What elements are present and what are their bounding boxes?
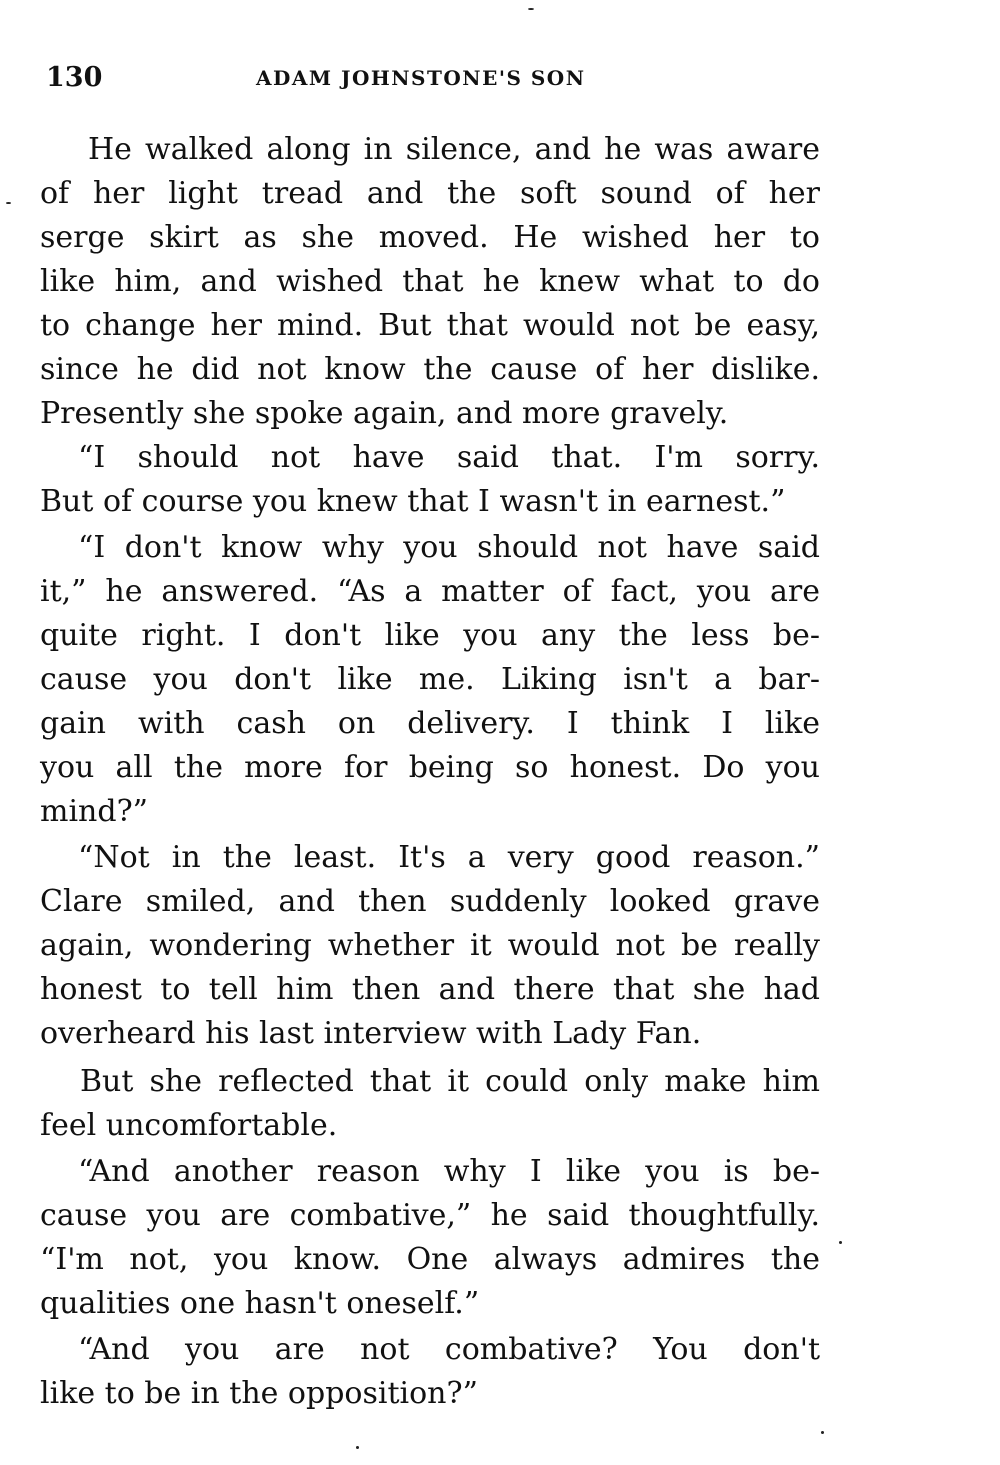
text-line: quite right. I don't like you any the less be- [40, 618, 820, 653]
text-line: “Not in the least. It's a very good reason.” [78, 840, 820, 875]
text-line: like him, and wished that he knew what to do [40, 264, 820, 299]
text-line: “And you are not combative? You don't [78, 1332, 820, 1367]
text-line: Clare smiled, and then suddenly looked grave [40, 884, 820, 919]
text-line: But of course you knew that I wasn't in earnest.” [40, 484, 786, 519]
text-line: since he did not know the cause of her dislike. [40, 352, 820, 387]
text-line: overheard his last interview with Lady Fan. [40, 1016, 702, 1051]
text-line: like to be in the opposition?” [40, 1376, 478, 1411]
text-line: of her light tread and the soft sound of her [40, 176, 820, 211]
scan-speck [821, 1431, 824, 1434]
text-line: mind?” [40, 794, 148, 829]
text-line: He walked along in silence, and he was aware [88, 132, 820, 167]
scan-speck [356, 1446, 359, 1449]
text-line: honest to tell him then and there that she had [40, 972, 820, 1007]
text-line: “And another reason why I like you is be- [78, 1154, 820, 1189]
text-line: cause you don't like me. Liking isn't a bar- [40, 662, 820, 697]
text-line: serge skirt as she moved. He wished her to [40, 220, 820, 255]
text-line: But she reflected that it could only make him [80, 1064, 820, 1099]
text-line: it,” he answered. “As a matter of fact, you are [40, 574, 820, 609]
text-line: you all the more for being so honest. Do you [40, 750, 820, 785]
text-line: “I should not have said that. I'm sorry. [78, 440, 820, 475]
page-number: 130 [46, 62, 103, 93]
text-line: “I don't know why you should not have said [78, 530, 820, 565]
scan-speck [6, 202, 11, 204]
text-line: Presently she spoke again, and more gravely. [40, 396, 729, 431]
text-line: “I'm not, you know. One always admires the [40, 1242, 820, 1277]
text-line: feel uncomfortable. [40, 1108, 338, 1143]
text-line: cause you are combative,” he said thoughtfully. [40, 1198, 820, 1233]
scan-speck [839, 1241, 842, 1244]
running-head: ADAM JOHNSTONE'S SON [256, 66, 586, 90]
text-line: again, wondering whether it would not be really [40, 928, 820, 963]
text-line: qualities one hasn't oneself.” [40, 1286, 480, 1321]
scan-speck [528, 8, 534, 10]
text-line: gain with cash on delivery. I think I like [40, 706, 820, 741]
page-header [46, 62, 826, 98]
text-line: to change her mind. But that would not be easy, [40, 308, 820, 343]
